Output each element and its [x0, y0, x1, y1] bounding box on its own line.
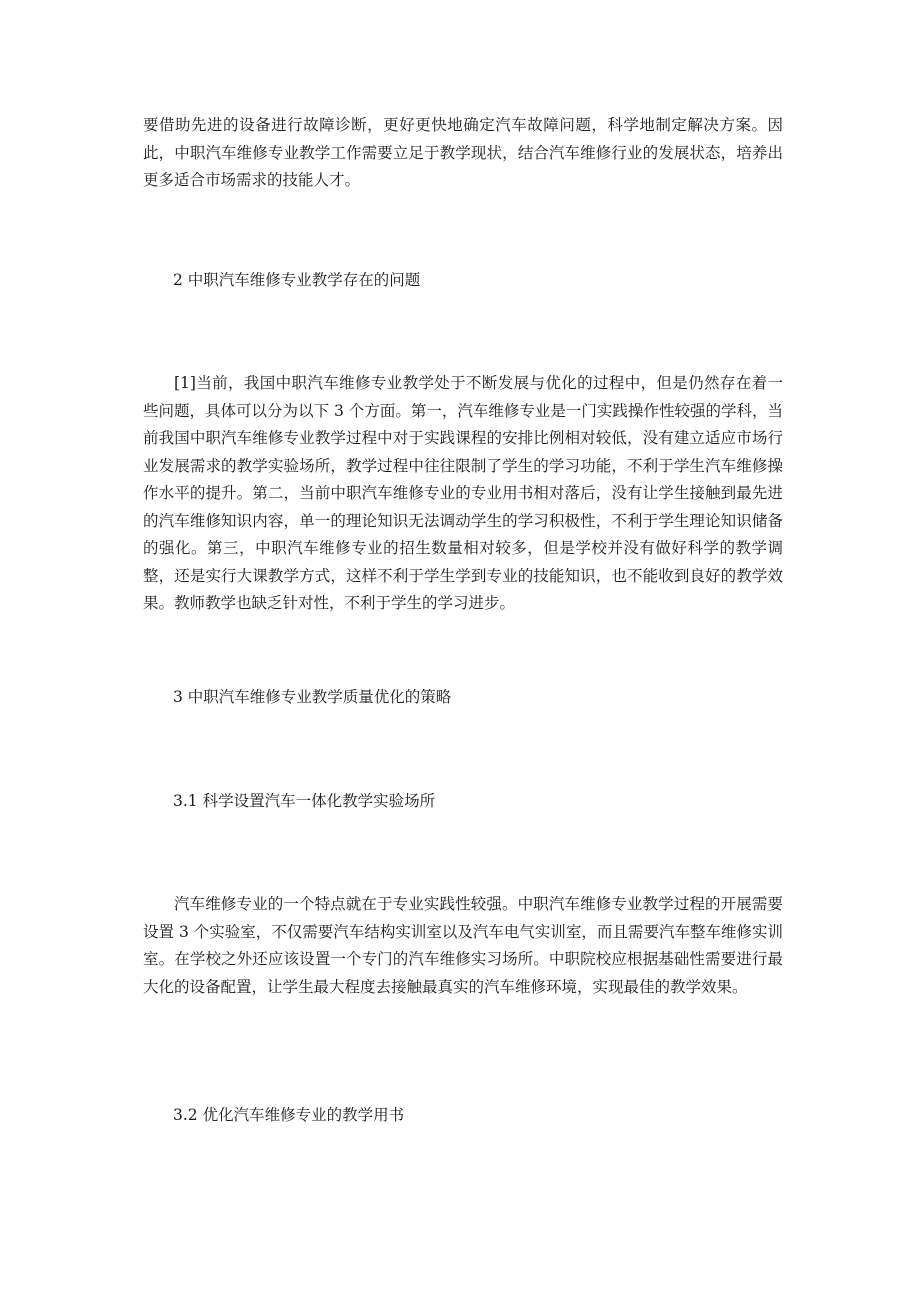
subsection-heading-3-1: 3.1 科学设置汽车一体化教学实验场所 — [173, 792, 436, 810]
problems-paragraph: [1]当前，我国中职汽车维修专业教学处于不断发展与优化的过程中，但是仍然存在着一些问题，具体可以分为以下 3 个方面。第一，汽车维修专业是一门实践操作性较强的学科，当前我国中职汽车维修专业教学过程中对于实践课程的安排比例相对较低，没有建立适应市场行业发展需求的教学实验场所，教学过程中往往限制了学生的学习功能，不利于学生汽车维修操作水平的提升。第二，当前中职汽车维修专业的专业用书相对落后，没有让学生接触到最先进的汽车维修知识内容，单一的理论知识无法调动学生的学习积极性，不利于学生理论知识储备的强化。第三，中职汽车维修专业的招生数量相对较多，但是学校并没有做好科学的教学调整，还是实行大课教学方式，这样不利于学生学到专业的技能知识，也不能收到良好的教学效果。教师教学也缺乏针对性，不利于学生的学习进步。 — [143, 374, 783, 612]
intro-paragraph: 要借助先进的设备进行故障诊断，更好更快地确定汽车故障问题，科学地制定解决方案。因此，中职汽车维修专业教学工作需要立足于教学现状，结合汽车维修行业的发展状态，培养出更多适合市场需求的技能人才。 — [143, 116, 783, 189]
section-3-1-paragraph: 汽车维修专业的一个特点就在于专业实践性较强。中职汽车维修专业教学过程的开展需要设置 3 个实验室，不仅需要汽车结构实训室以及汽车电气实训室，而且需要汽车整车维修实训室。在学校之外还应该设置一个专门的汽车维修实习场所。中职院校应根据基础性需要进行最大化的设备配置，让学生最大程度去接触最真实的汽车维修环境，实现最佳的教学效果。 — [143, 895, 783, 996]
section-heading-2: 2 中职汽车维修专业教学存在的问题 — [173, 271, 421, 289]
subsection-heading-3-2: 3.2 优化汽车维修专业的教学用书 — [173, 1106, 405, 1124]
section-heading-3: 3 中职汽车维修专业教学质量优化的策略 — [173, 688, 452, 706]
